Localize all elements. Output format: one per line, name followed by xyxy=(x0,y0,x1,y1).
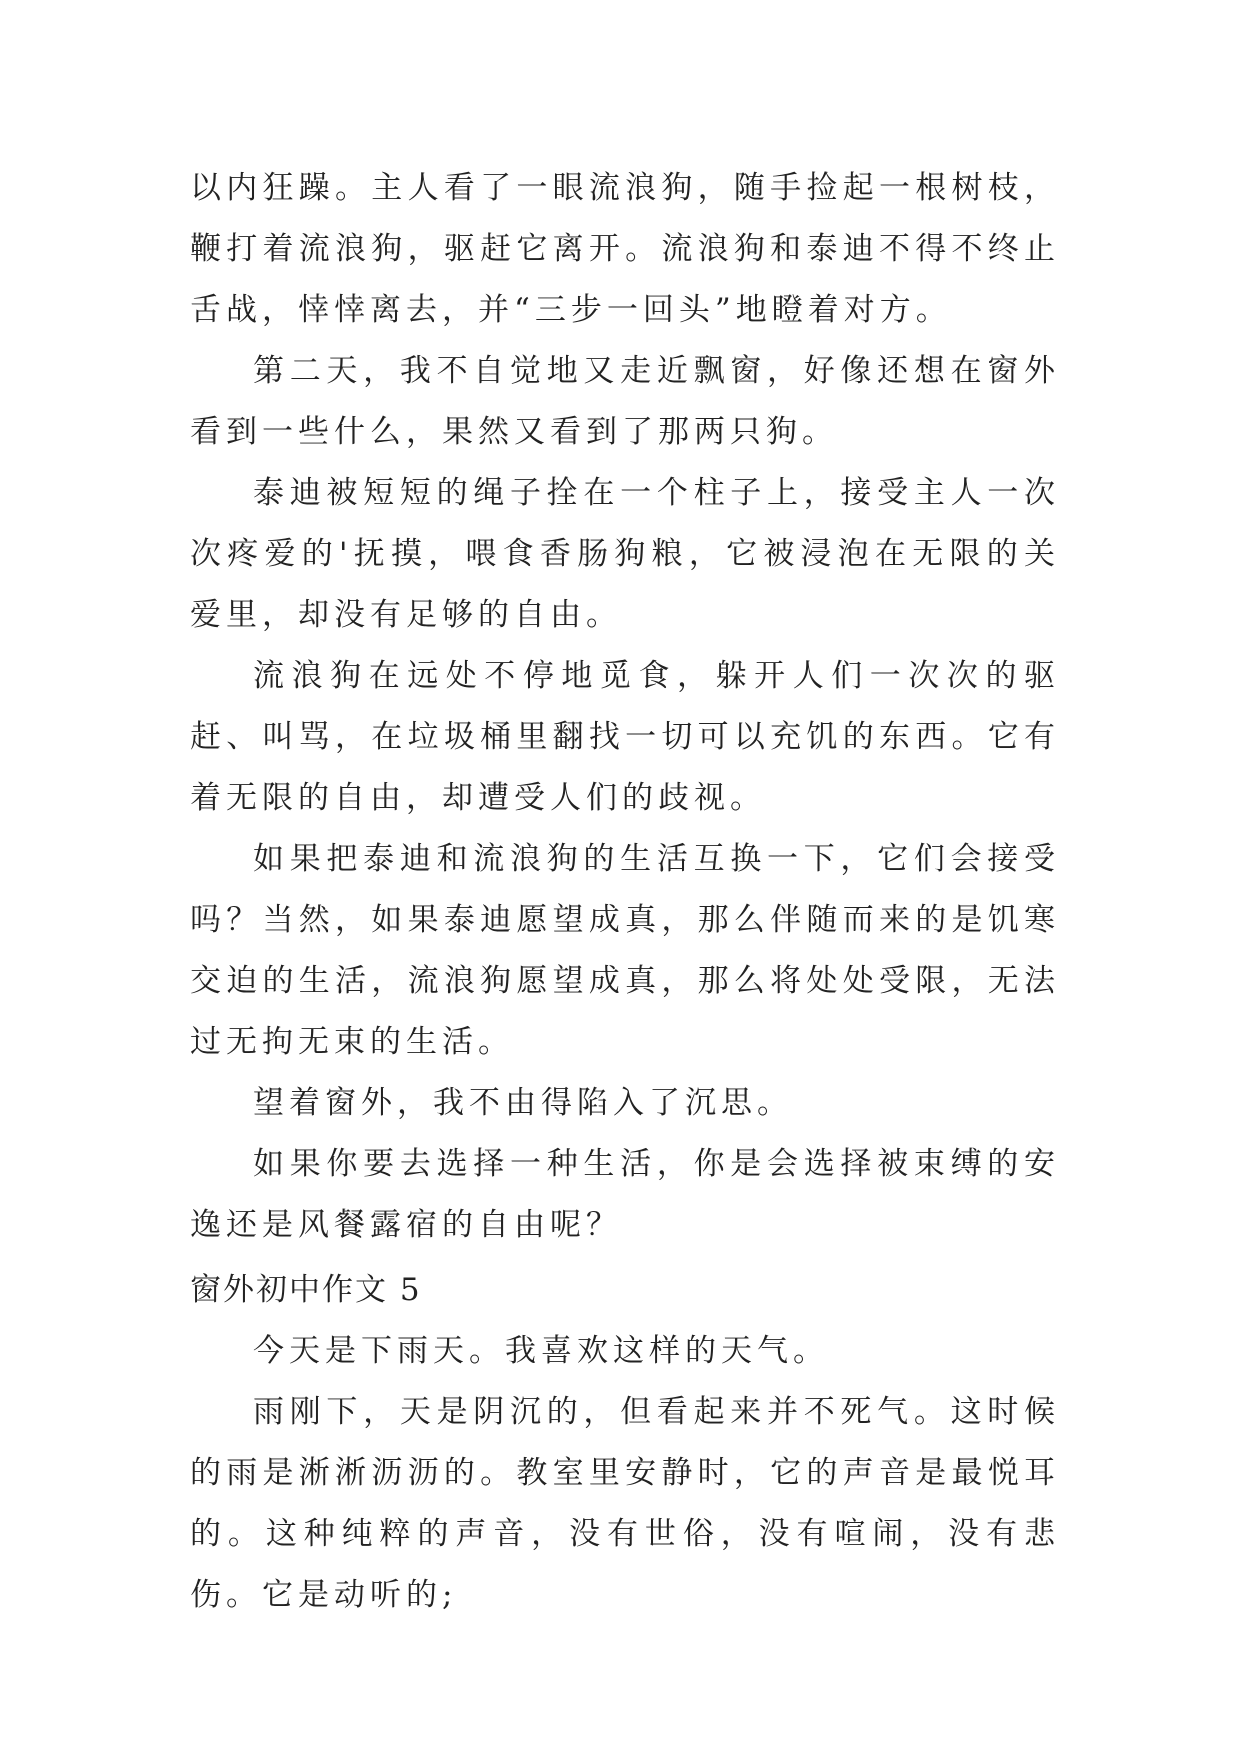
essay-body xyxy=(190,158,1060,1256)
paragraph: 如果把泰迪和流浪狗的生活互换一下，它们会接受吗？当然，如果泰迪愿望成真，那么伴随而来的是饥寒交迫的生活，流浪狗愿望成真，那么将处处受限，无法过无拘无束的生活。 xyxy=(190,841,1060,1060)
paragraph: 雨刚下，天是阴沉的，但看起来并不死气。这时候的雨是淅淅沥沥的。教室里安静时，它的声音是最悦耳的。这种纯粹的声音，没有世俗，没有喧闹，没有悲伤。它是动听的; xyxy=(190,1394,1060,1613)
essay-section xyxy=(190,1260,1060,1626)
section-heading: 窗外初中作文 5 xyxy=(190,1272,422,1308)
paragraph: 望着窗外，我不由得陷入了沉思。 xyxy=(253,1085,793,1121)
paragraph: 今天是下雨天。我喜欢这样的天气。 xyxy=(253,1333,829,1369)
paragraph: 流浪狗在远处不停地觅食，躲开人们一次次的驱赶、叫骂，在垃圾桶里翻找一切可以充饥的东西。它有着无限的自由，却遭受人们的歧视。 xyxy=(190,658,1060,816)
paragraph-continuation: 以内狂躁。主人看了一眼流浪狗，随手捡起一根树枝，鞭打着流浪狗，驱赶它离开。流浪狗和泰迪不得不终止舌战，悻悻离去，并“三步一回头”地瞪着对方。 xyxy=(190,170,1060,328)
paragraph: 第二天，我不自觉地又走近飘窗，好像还想在窗外看到一些什么，果然又看到了那两只狗。 xyxy=(190,353,1060,450)
paragraph: 泰迪被短短的绳子拴在一个柱子上，接受主人一次次疼爱的'抚摸，喂食香肠狗粮，它被浸泡在无限的关爱里，却没有足够的自由。 xyxy=(190,475,1060,633)
paragraph: 如果你要去选择一种生活，你是会选择被束缚的安逸还是风餐露宿的自由呢？ xyxy=(190,1146,1060,1243)
